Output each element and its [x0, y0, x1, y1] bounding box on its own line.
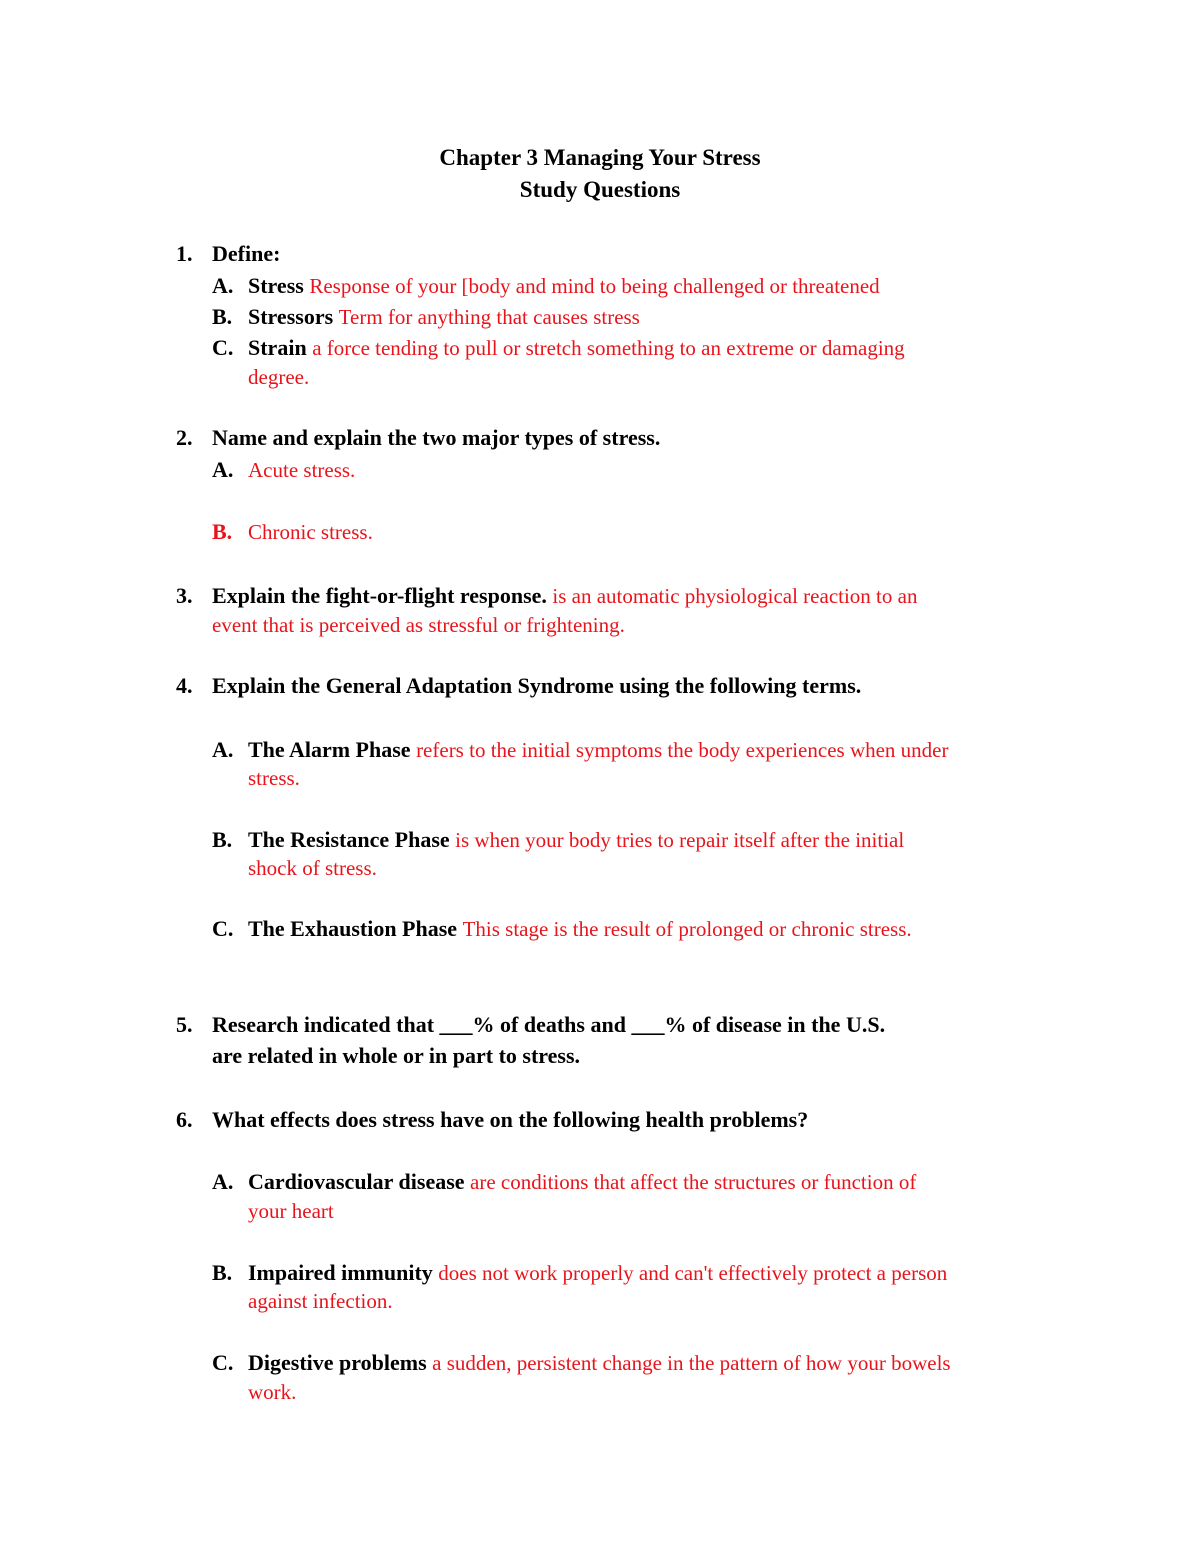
question-text: Explain the fight-or-flight response. — [212, 583, 547, 608]
item-answer: refers to the initial symptoms the body experiences when under — [416, 738, 949, 762]
question-text: Explain the General Adaptation Syndrome using the following terms. — [212, 673, 862, 698]
item-letter: A. — [212, 1169, 234, 1194]
item-answer: are conditions that affect the structures or function of — [470, 1170, 917, 1194]
question-line — [212, 582, 917, 610]
question-number: 4. — [176, 673, 193, 698]
item-letter: B. — [212, 304, 233, 329]
answer-item — [248, 1349, 951, 1377]
question-text: Define: — [212, 241, 281, 266]
answer-item — [248, 826, 904, 854]
item-answer-continued: against infection. — [248, 1289, 393, 1313]
document-title: Chapter 3 Managing Your Stress — [439, 145, 761, 170]
item-answer: is when your body tries to repair itself after the initial — [455, 828, 905, 852]
answer-item — [248, 334, 905, 362]
question-answer-continued: event that is perceived as stressful or frightening. — [212, 613, 625, 637]
item-answer: a sudden, persistent change in the pattern of how your bowels — [432, 1351, 951, 1375]
item-letter: A. — [212, 457, 234, 482]
item-term: Strain — [248, 335, 307, 360]
question-number: 3. — [176, 583, 193, 608]
answer-item — [248, 915, 912, 943]
document-subtitle: Study Questions — [519, 177, 681, 202]
item-answer: Term for anything that causes stress — [338, 305, 640, 329]
item-answer-continued: degree. — [248, 365, 310, 389]
item-answer: This stage is the result of prolonged or chronic stress. — [462, 917, 912, 941]
question-number: 2. — [176, 425, 193, 450]
item-letter: C. — [212, 916, 234, 941]
item-answer-continued: work. — [248, 1380, 297, 1404]
answer-item — [248, 303, 640, 331]
item-letter: A. — [212, 737, 234, 762]
item-answer: a force tending to pull or stretch something to an extreme or damaging — [312, 336, 905, 360]
answer-item — [248, 1259, 947, 1287]
item-answer: Chronic stress. — [248, 520, 373, 544]
answer-item — [248, 736, 949, 764]
answer-item — [248, 1168, 916, 1196]
question-text: Name and explain the two major types of stress. — [212, 425, 661, 450]
item-letter: A. — [212, 273, 234, 298]
item-letter: B. — [212, 519, 233, 544]
item-answer-continued: stress. — [248, 766, 300, 790]
question-text: Research indicated that ___% of deaths and ___% of disease in the U.S. — [212, 1012, 886, 1037]
question-answer: is an automatic physiological reaction to an — [552, 584, 918, 608]
item-letter: B. — [212, 827, 233, 852]
question-text-continued: are related in whole or in part to stress. — [212, 1043, 581, 1068]
item-answer-continued: shock of stress. — [248, 856, 377, 880]
question-text: What effects does stress have on the following health problems? — [212, 1107, 809, 1132]
question-number: 5. — [176, 1012, 193, 1037]
item-answer-continued: your heart — [248, 1199, 334, 1223]
item-term: Cardiovascular disease — [248, 1169, 465, 1194]
item-term: Digestive problems — [248, 1350, 427, 1375]
item-term: The Resistance Phase — [248, 827, 450, 852]
item-answer: Acute stress. — [248, 458, 356, 482]
item-answer: Response of your [body and mind to being challenged or threatened — [309, 274, 880, 298]
answer-item — [248, 272, 880, 300]
item-letter: C. — [212, 1350, 234, 1375]
item-term: Stressors — [248, 304, 334, 329]
item-letter: B. — [212, 1260, 233, 1285]
item-term: The Exhaustion Phase — [248, 916, 458, 941]
item-term: Stress — [248, 273, 304, 298]
question-number: 1. — [176, 241, 193, 266]
question-number: 6. — [176, 1107, 193, 1132]
item-letter: C. — [212, 335, 234, 360]
item-answer: does not work properly and can't effectively protect a person — [438, 1261, 948, 1285]
item-term: The Alarm Phase — [248, 737, 411, 762]
item-term: Impaired immunity — [248, 1260, 433, 1285]
